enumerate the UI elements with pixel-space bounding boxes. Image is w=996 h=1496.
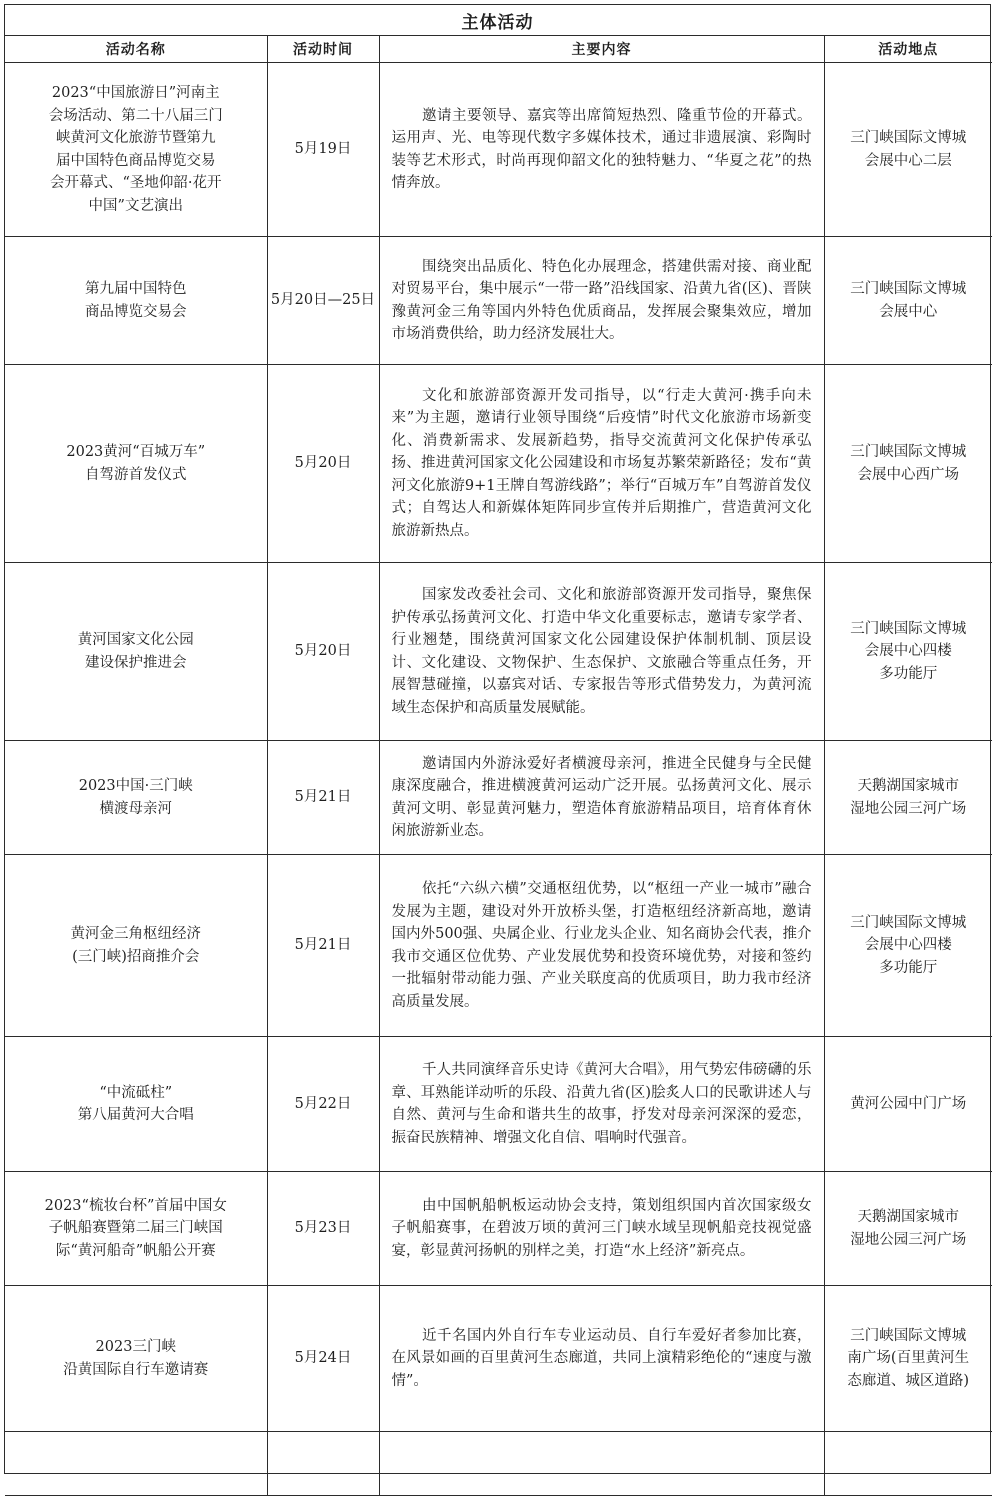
activity-location-line: 三门峡国际文博城 [850, 444, 967, 460]
activity-content-text: 围绕突出品质化、特色化办展理念，搭建供需对接、商业配对贸易平台，集中展示“一带一路”沿线国家、沿黄九省(区)、晋陕豫黄河金三角等国内外特色优质商品，发挥展会聚集效应，增加市场消费供给，助力经济发展壮大。 [391, 258, 812, 342]
table-row [5, 365, 992, 563]
activity-time-cell: 5月20日—25日 [267, 237, 379, 365]
activity-location-cell [824, 237, 992, 365]
header-location: 活动地点 [824, 36, 992, 63]
activity-name-line: 黄河国家文化公园 [77, 632, 194, 648]
activity-name-line: 2023三门峡 [95, 1339, 176, 1355]
header-content: 主要内容 [379, 36, 824, 63]
activity-name-cell [5, 63, 267, 237]
activity-location-cell [824, 855, 992, 1037]
empty-name-cell [5, 1432, 267, 1496]
activity-time-cell: 5月20日 [267, 365, 379, 563]
activity-name-line: 横渡母亲河 [99, 800, 172, 817]
activity-name-cell [5, 237, 267, 365]
activity-content-text: 国家发改委社会司、文化和旅游部资源开发司指导，聚焦保护传承弘扬黄河文化、打造中华文化重要标志，邀请专家学者、行业翘楚，围绕黄河国家文化公园建设保护体制机制、顶层设计、文化建设、文物保护、生态保护、文旅融合等重点任务，开展智慧碰撞，以嘉宾对话、专家报告等形式借势发力，为黄河流域生态保护和高质量发展赋能。 [391, 587, 812, 716]
table-row [5, 1037, 992, 1172]
activity-name-line: 沿黄国际自行车邀请赛 [63, 1361, 209, 1378]
activity-name-cell [5, 1037, 267, 1172]
table-row [5, 237, 992, 365]
activity-location-cell [824, 1037, 992, 1172]
table-row [5, 63, 992, 237]
activity-name-line: 中国”文艺演出 [88, 197, 183, 214]
header-time: 活动时间 [267, 36, 379, 63]
activity-location-cell [824, 1286, 992, 1432]
activity-content-cell [379, 563, 824, 741]
activity-name-line: 建设保护推进会 [85, 654, 187, 671]
activity-location-cell [824, 563, 992, 741]
activity-name-line: 第九届中国特色 [85, 281, 187, 297]
activity-content-cell [379, 63, 824, 237]
activity-name-line: “中流砥柱” [99, 1084, 173, 1101]
activity-location-line: 天鹅湖国家城市 [857, 778, 959, 794]
activity-name-cell [5, 563, 267, 741]
activity-name-line: (三门峡)招商推介会 [72, 948, 200, 965]
activity-content-cell [379, 741, 824, 855]
activity-content-text: 文化和旅游部资源开发司指导，以“行走大黄河·携手向未来”为主题，邀请行业领导围绕“后疫情”时代文化旅游市场新变化、消费新需求、发展新趋势，指导交流黄河文化保护传承弘扬、推进黄河国家文化公园建设和市场复苏繁荣新路径；发布“黄河文化旅游9+1王牌自驾游线路”；举行“百城万车”自驾游首发仪式；自驾达人和新媒体矩阵同步宣传并后期推广，营造黄河文化旅游新热点。 [391, 387, 812, 539]
header-row [5, 36, 992, 63]
activity-name-line: 2023中国·三门峡 [78, 778, 193, 794]
activity-name-line: 子帆船赛暨第二届三门峡国 [48, 1220, 223, 1237]
empty-location-cell [824, 1432, 992, 1496]
activity-location-cell [824, 63, 992, 237]
table-row [5, 855, 992, 1037]
activity-content-cell [379, 1286, 824, 1432]
activity-content-cell [379, 365, 824, 563]
activity-content-cell [379, 855, 824, 1037]
activity-time-cell: 5月20日 [267, 563, 379, 741]
activity-time-cell: 5月21日 [267, 855, 379, 1037]
activity-name-line: 2023黄河“百城万车” [66, 444, 206, 460]
activity-location-line: 多功能厅 [879, 665, 938, 682]
activity-location-line: 三门峡国际文博城 [850, 281, 967, 297]
activity-name-cell [5, 365, 267, 563]
activity-name-line: 第八届黄河大合唱 [77, 1107, 194, 1123]
activity-time-cell: 5月19日 [267, 63, 379, 237]
activity-name-cell [5, 1286, 267, 1432]
activity-name-line: 2023“中国旅游日”河南主 [51, 85, 220, 101]
activity-location-line: 会展中心四楼 [864, 643, 952, 660]
activity-time-cell: 5月23日 [267, 1172, 379, 1286]
activity-time-cell: 5月22日 [267, 1037, 379, 1172]
activity-location-cell [824, 1172, 992, 1286]
activity-location-line: 黄河公园中门广场 [850, 1095, 967, 1112]
table-row [5, 1172, 992, 1286]
activity-location-line: 三门峡国际文博城 [850, 1327, 967, 1344]
activity-content-text: 千人共同演绎音乐史诗《黄河大合唱》，用气势宏伟磅礴的乐章、耳熟能详动听的乐段、沿黄九省(区)脍炙人口的民歌讲述人与自然、黄河与生命和谐共生的故事，抒发对母亲河深深的爱恋，振奋民族精神、增强文化自信、唱响时代强音。 [391, 1062, 812, 1146]
activity-name-cell [5, 1172, 267, 1286]
activity-time-cell: 5月24日 [267, 1286, 379, 1432]
activity-table [5, 36, 992, 1496]
table-body [5, 63, 992, 1496]
activity-location-line: 三门峡国际文博城 [850, 130, 967, 146]
activity-name-line: 黄河金三角枢纽经济 [70, 926, 201, 942]
activity-name-line: 际“黄河船奇”帆船公开赛 [55, 1242, 216, 1259]
activity-location-cell [824, 365, 992, 563]
activity-content-text: 由中国帆船帆板运动协会支持，策划组织国内首次国家级女子帆船赛事，在碧波万顷的黄河三门峡水域呈现帆船竞技视觉盛宴，彰显黄河扬帆的别样之美，打造“水上经济”新亮点。 [391, 1197, 812, 1259]
activity-location-line: 会展中心西广场 [857, 466, 959, 483]
table-row [5, 1286, 992, 1432]
activity-content-text: 近千名国内外自行车专业运动员、自行车爱好者参加比赛，在风景如画的百里黄河生态廊道，共同上演精彩绝伦的“速度与激情”。 [391, 1327, 812, 1389]
activity-content-text: 依托“六纵六横”交通枢纽优势，以“枢纽一产业一城市”融合发展为主题，建设对外开放桥头堡，打造枢纽经济新高地，邀请国内外500强、央属企业、行业龙头企业、知名商协会代表，推介我市交通区位优势、产业发展优势和投资环境优势，对接和签约一批辐射带动能力强、产业关联度高的优质项目，助力我市经济高质量发展。 [391, 881, 812, 1010]
activity-content-text: 邀请国内外游泳爱好者横渡母亲河，推进全民健身与全民健康深度融合，推进横渡黄河运动广泛开展。弘扬黄河文化、展示黄河文明、彰显黄河魅力，塑造体育旅游精品项目，培育体育休闲旅游新业态。 [391, 755, 812, 839]
activity-content-cell [379, 237, 824, 365]
table-title: 主体活动 [5, 5, 990, 36]
table-row [5, 741, 992, 855]
activity-content-text: 邀请主要领导、嘉宾等出席简短热烈、隆重节俭的开幕式。运用声、光、电等现代数字多媒体技术，通过非遗展演、彩陶时装等艺术形式，时尚再现仰韶文化的独特魅力、“华夏之花”的热情奔放。 [391, 107, 812, 191]
activity-content-cell [379, 1037, 824, 1172]
activity-location-line: 三门峡国际文博城 [850, 914, 967, 931]
empty-content-cell [379, 1432, 824, 1496]
activity-name-line: 自驾游首发仪式 [85, 466, 187, 483]
activity-location-line: 态廊道、城区道路) [847, 1372, 970, 1389]
activity-location-cell [824, 741, 992, 855]
activity-location-line: 三门峡国际文博城 [850, 620, 967, 637]
activity-location-line: 天鹅湖国家城市 [857, 1209, 959, 1225]
activity-content-cell [379, 1172, 824, 1286]
activity-location-line: 湿地公园三河广场 [850, 1231, 967, 1248]
activity-table-sheet [4, 4, 991, 1474]
activity-location-line: 多功能厅 [879, 959, 938, 976]
activity-name-line: 会场活动、第二十八届三门 [48, 107, 223, 124]
activity-name-line: 届中国特色商品博览交易 [56, 152, 216, 169]
empty-time-cell [267, 1432, 379, 1496]
empty-table-row [5, 1432, 992, 1496]
activity-location-line: 会展中心四楼 [864, 937, 952, 954]
activity-time-cell: 5月21日 [267, 741, 379, 855]
header-name: 活动名称 [5, 36, 267, 63]
activity-name-line: 商品博览交易会 [85, 303, 187, 320]
activity-name-line: 2023“梳妆台杯”首届中国女 [44, 1197, 227, 1214]
activity-location-line: 湿地公园三河广场 [850, 800, 967, 817]
activity-location-line: 会展中心二层 [864, 152, 952, 169]
activity-location-line: 会展中心 [879, 303, 938, 320]
activity-name-line: 峡黄河文化旅游节暨第九 [56, 130, 216, 146]
activity-name-line: 会开幕式、“圣地仰韶·花开 [49, 175, 222, 191]
activity-name-cell [5, 741, 267, 855]
activity-location-line: 南广场(百里黄河生 [847, 1350, 970, 1367]
table-row [5, 563, 992, 741]
activity-name-cell [5, 855, 267, 1037]
